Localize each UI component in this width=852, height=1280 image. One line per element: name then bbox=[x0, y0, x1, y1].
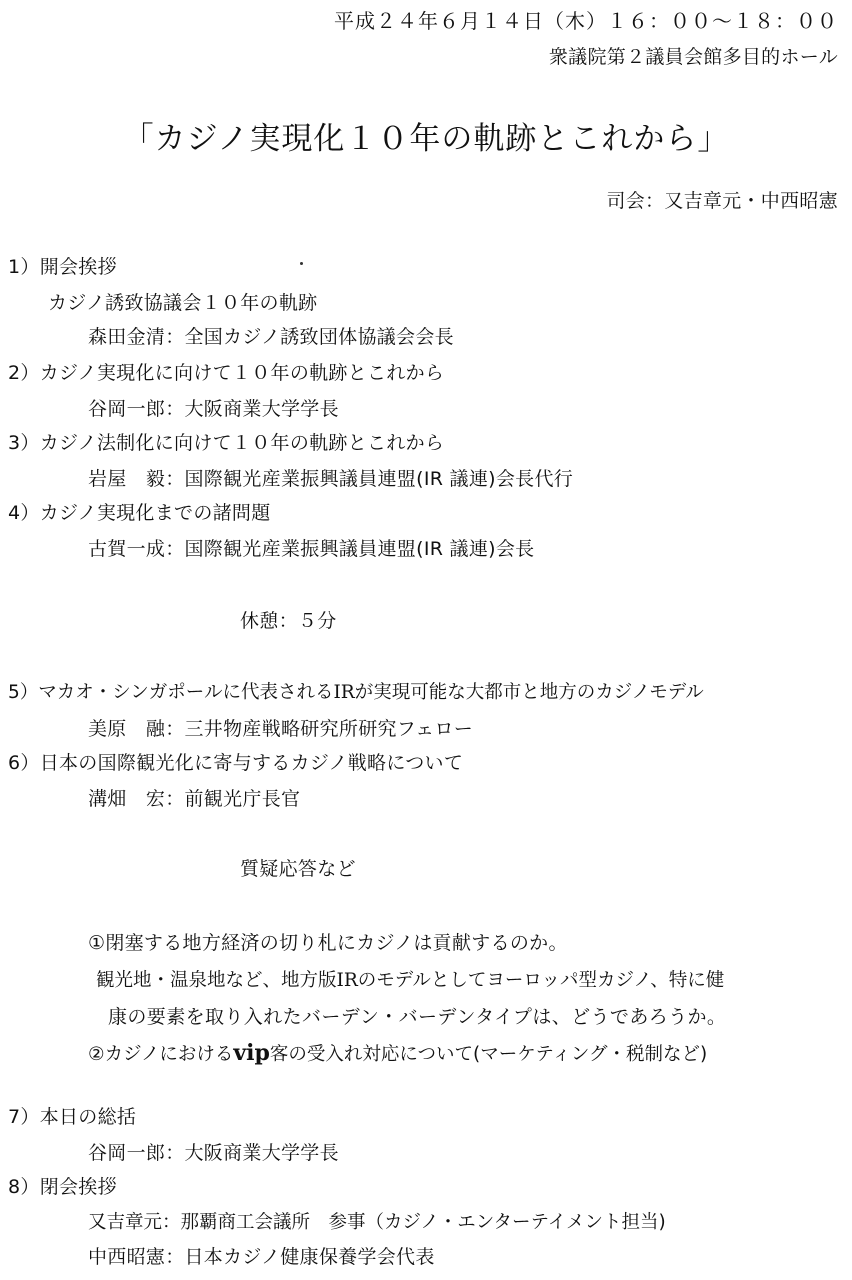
agenda-item-5-heading bbox=[8, 680, 704, 706]
event-venue: 衆議院第２議員会館多目的ホール bbox=[548, 46, 838, 68]
agenda-item-1-subtitle: カジノ誘致協議会１０年の軌跡 bbox=[48, 292, 318, 314]
agenda-item-5-speaker: 美原 融：三井物産戦略研究所研究フェロー bbox=[88, 718, 474, 740]
agenda-item-2-heading: 2）カジノ実現化に向けて１０年の軌跡とこれから bbox=[8, 362, 445, 384]
break-note: 休憩：５分 bbox=[240, 610, 337, 632]
agenda-item-4-speaker: 古賀一成：国際観光産業振興議員連盟(IR 議連)会長 bbox=[88, 538, 535, 560]
document-title: 「カジノ実現化１０年の軌跡とこれから」 bbox=[122, 121, 730, 157]
agenda-item-8-heading: 8）閉会挨拶 bbox=[8, 1176, 117, 1198]
qa-q2-post: 客の受入れ対応について(マーケティング・税制など) bbox=[269, 1044, 708, 1065]
moderator-line: 司会：又吉章元・中西昭憲 bbox=[606, 190, 838, 212]
agenda-item-5-heading-pre: 5）マカオ・シンガポールに代表される bbox=[8, 682, 334, 703]
scan-speck bbox=[300, 262, 303, 265]
qa-question-1: ①閉塞する地方経済の切り札にカジノは貢献するのか。 bbox=[88, 932, 568, 954]
agenda-item-1-speaker: 森田金清：全国カジノ誘致団体協議会会長 bbox=[88, 326, 454, 348]
qa-q2-pre: ②カジノにおける bbox=[88, 1044, 234, 1065]
qa-q1-detail-pre: 観光地・温泉地など、地方版 bbox=[96, 970, 337, 991]
qa-question-1-detail-line2: 康の要素を取り入れたバーデン・バーデンタイプは、どうであろうか。 bbox=[108, 1006, 727, 1028]
agenda-item-3-heading: 3）カジノ法制化に向けて１０年の軌跡とこれから bbox=[8, 432, 445, 454]
agenda-item-6-heading: 6）日本の国際観光化に寄与するカジノ戦略について bbox=[8, 752, 464, 774]
qa-q1-detail-ir: IR bbox=[336, 970, 358, 991]
qa-q2-vip: vip bbox=[233, 1040, 270, 1066]
qa-question-2 bbox=[88, 1040, 707, 1068]
agenda-item-4-heading: 4）カジノ実現化までの諸問題 bbox=[8, 502, 271, 524]
agenda-item-5-heading-post: が実現可能な大都市と地方のカジノモデル bbox=[354, 682, 704, 703]
qa-q1-detail-post: のモデルとしてヨーロッパ型カジノ、特に健 bbox=[357, 970, 725, 991]
agenda-item-5-heading-ir: IR bbox=[333, 682, 355, 703]
agenda-item-2-speaker: 谷岡一郎：大阪商業大学学長 bbox=[88, 398, 339, 420]
qa-question-1-detail-line1 bbox=[96, 968, 724, 994]
agenda-item-6-speaker: 溝畑 宏：前観光庁長官 bbox=[88, 788, 301, 810]
agenda-item-1-heading: 1）開会挨拶 bbox=[8, 256, 117, 278]
agenda-item-8-speaker-1: 又吉章元：那覇商工会議所 参事（カジノ・エンターテイメント担当) bbox=[88, 1212, 666, 1233]
agenda-item-7-speaker: 谷岡一郎：大阪商業大学学長 bbox=[88, 1142, 339, 1164]
qa-label: 質疑応答など bbox=[240, 858, 356, 880]
agenda-item-8-speaker-2: 中西昭憲：日本カジノ健康保養学会代表 bbox=[88, 1246, 435, 1268]
agenda-item-7-heading: 7）本日の総括 bbox=[8, 1106, 137, 1128]
agenda-item-3-speaker: 岩屋 毅：国際観光産業振興議員連盟(IR 議連)会長代行 bbox=[88, 468, 574, 490]
event-datetime: 平成２４年６月１４日（木）１６：００～１８：００ bbox=[334, 9, 838, 33]
